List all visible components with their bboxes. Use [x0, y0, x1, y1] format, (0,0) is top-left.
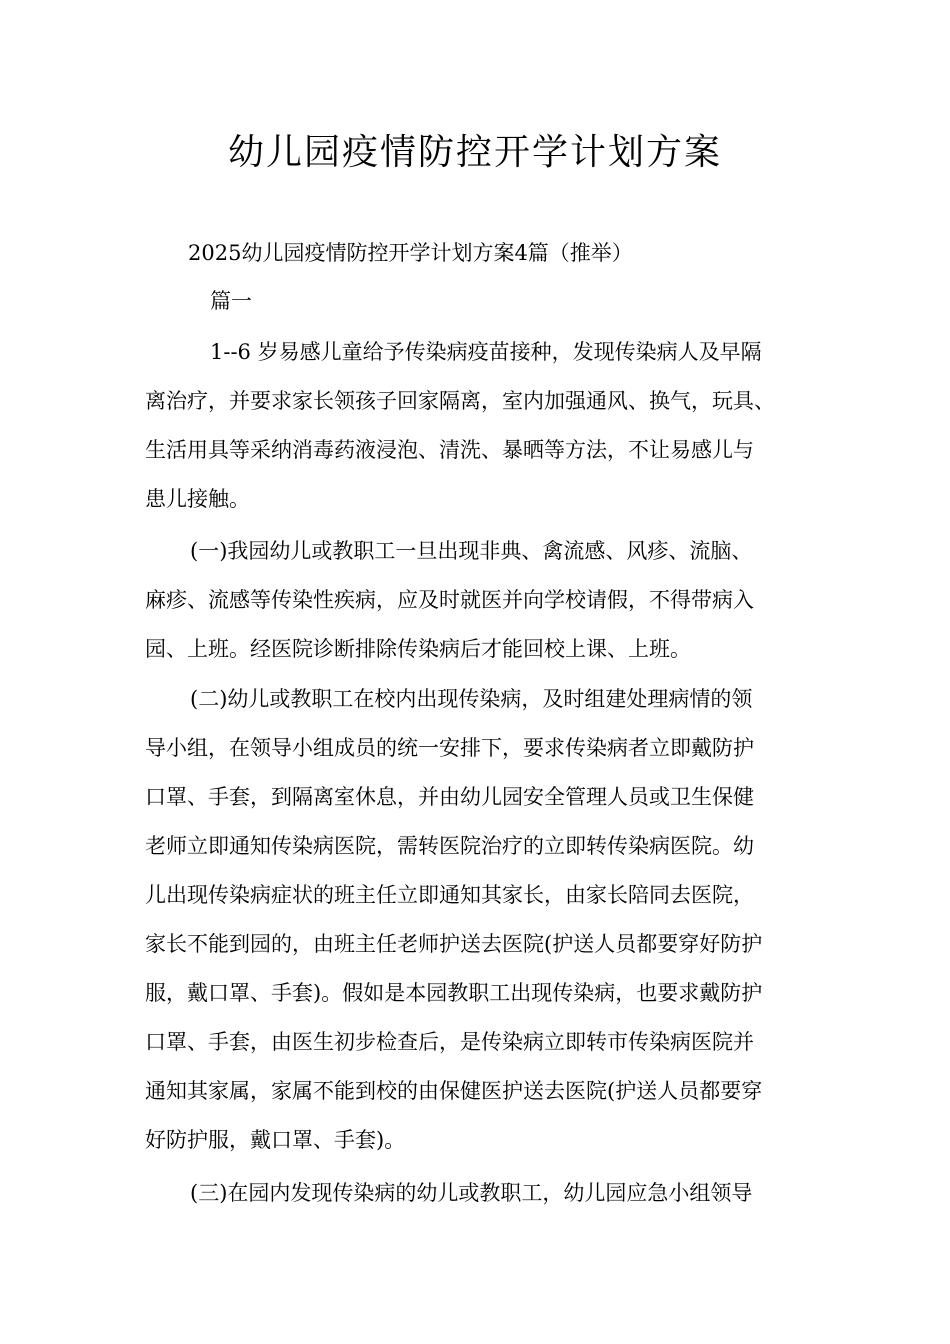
- body-line: (三)在园内发现传染病的幼儿或教职工，幼儿园应急小组领导: [190, 1181, 753, 1205]
- body-line: (一)我园幼儿或教职工一旦出现非典、禽流感、风疹、流脑、: [190, 539, 753, 563]
- body-line: 通知其家属，家属不能到校的由保健医护送去医院(护送人员都要穿: [145, 1079, 763, 1103]
- body-line: 好防护服，戴口罩、手套)。: [145, 1128, 406, 1152]
- body-line: 老师立即通知传染病医院，需转医院治疗的立即转传染病医院。幼: [145, 834, 754, 858]
- body-line: 患儿接触。: [145, 487, 250, 511]
- body-line: 1--6 岁易感儿童给予传染病疫苗接种，发现传染病人及早隔: [210, 340, 762, 364]
- body-line: 儿出现传染病症状的班主任立即通知其家长，由家长陪同去医院，: [145, 883, 754, 907]
- body-line: 麻疹、流感等传染性疾病，应及时就医并向学校请假，不得带病入: [145, 588, 754, 612]
- body-line: 园、上班。经医院诊断排除传染病后才能回校上课、上班。: [145, 637, 691, 661]
- body-line: 生活用具等采纳消毒药液浸泡、清洗、暴晒等方法，不让易感儿与: [145, 438, 754, 462]
- body-line: (二)幼儿或教职工在校内出现传染病，及时组建处理病情的领: [190, 687, 753, 711]
- body-line: 口罩、手套，由医生初步检查后，是传染病立即转市传染病医院并: [145, 1030, 754, 1054]
- body-line: 口罩、手套，到隔离室休息，并由幼儿园安全管理人员或卫生保健: [145, 785, 754, 809]
- body-line: 家长不能到园的，由班主任老师护送去医院(护送人员都要穿好防护: [145, 932, 763, 956]
- document-subtitle: 2025幼儿园疫情防控开学计划方案4篇（推举）: [188, 241, 633, 265]
- body-line: 服，戴口罩、手套)。假如是本园教职工出现传染病，也要求戴防护: [145, 981, 763, 1005]
- section-heading: 篇一: [210, 289, 252, 313]
- body-line: 导小组，在领导小组成员的统一安排下，要求传染病者立即戴防护: [145, 736, 754, 760]
- body-line: 离治疗，并要求家长领孩子回家隔离，室内加强通风、换气，玩具、: [145, 389, 775, 413]
- document-title: 幼儿园疫情防控开学计划方案: [227, 132, 722, 173]
